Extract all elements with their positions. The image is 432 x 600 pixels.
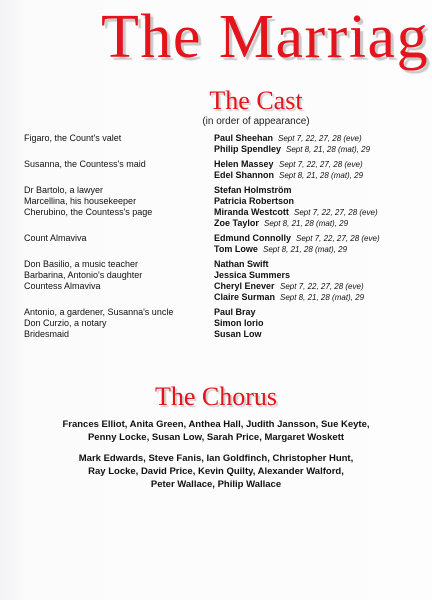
cast-row xyxy=(24,144,429,155)
cast-actor: Edel Shannon xyxy=(214,170,275,180)
cast-table xyxy=(24,133,429,340)
cast-actor: Simon Iorio xyxy=(214,318,264,328)
cast-role: Figaro, the Count's valet xyxy=(24,133,122,143)
chorus-group-1 xyxy=(0,418,432,444)
cast-actor: Philip Spendley xyxy=(214,144,282,154)
cast-actor: Paul Bray xyxy=(214,307,256,317)
performance-dates: Sept 7, 22, 27, 28 (eve) xyxy=(279,160,363,169)
performance-dates: Sept 7, 22, 27, 28 (eve) xyxy=(278,134,362,143)
cast-role: Marcellina, his housekeeper xyxy=(24,196,137,206)
chorus-names-line: Penny Locke, Susan Low, Sarah Price, Margaret Woskett xyxy=(87,432,345,443)
cast-role: Susanna, the Countess's maid xyxy=(24,159,146,169)
cast-actor: Nathan Swift xyxy=(214,259,269,269)
cast-row xyxy=(24,292,429,303)
cast-role: Cherubino, the Countess's page xyxy=(24,207,153,217)
cast-role: Don Basilio, a music teacher xyxy=(24,259,139,269)
performance-dates: Sept 8, 21, 28 (mat), 29 xyxy=(286,145,371,154)
cast-role: Barbarina, Antonio's daughter xyxy=(24,270,143,280)
cast-actor: Claire Surman xyxy=(214,292,276,302)
cast-actor: Paul Sheehan xyxy=(214,133,274,143)
chorus-names-line: Frances Elliot, Anita Green, Anthea Hall, Judith Jansson, Sue Keyte, xyxy=(62,419,370,430)
cast-row xyxy=(24,185,429,196)
cast-row xyxy=(24,281,429,292)
cast-role: Bridesmaid xyxy=(24,329,70,339)
performance-dates: Sept 7, 22, 27, 28 (eve) xyxy=(280,282,364,291)
performance-dates: Sept 7, 22, 27, 28 (eve) xyxy=(296,234,380,243)
chorus-names-line: Peter Wallace, Philip Wallace xyxy=(150,479,282,490)
cast-role: Countess Almaviva xyxy=(24,281,101,291)
cast-row xyxy=(24,270,429,281)
cast-row xyxy=(24,218,429,229)
cast-row xyxy=(24,233,429,244)
cast-row xyxy=(24,159,429,170)
cast-actor: Jessica Summers xyxy=(214,270,291,280)
performance-dates: Sept 8, 21, 28 (mat), 29 xyxy=(263,245,348,254)
chorus-names-line: Ray Locke, David Price, Kevin Quilty, Alexander Walford, xyxy=(88,466,344,477)
cast-role: Antonio, a gardener, Susanna's uncle xyxy=(24,307,174,317)
cast-row xyxy=(24,307,429,318)
cast-actor: Zoe Taylor xyxy=(214,218,259,228)
cast-row xyxy=(24,207,429,218)
performance-dates: Sept 8, 21, 28 (mat), 29 xyxy=(264,219,349,228)
performance-dates: Sept 7, 22, 27, 28 (eve) xyxy=(294,208,378,217)
cast-actor: Cheryl Enever xyxy=(214,281,275,291)
cast-row xyxy=(24,133,429,144)
chorus-names-line: Mark Edwards, Steve Fanis, Ian Goldfinch, Christopher Hunt, xyxy=(78,453,354,464)
cast-heading: The Cast xyxy=(209,86,303,115)
performance-dates: Sept 8, 21, 28 (mat), 29 xyxy=(280,293,365,302)
cast-row xyxy=(24,318,429,329)
cast-row xyxy=(24,329,429,340)
cast-actor: Tom Lowe xyxy=(214,244,258,254)
cast-row xyxy=(24,259,429,270)
cast-role: Dr Bartolo, a lawyer xyxy=(24,185,104,195)
cast-row xyxy=(24,170,429,181)
cast-actor: Edmund Connolly xyxy=(214,233,291,243)
cast-role: Don Curzio, a notary xyxy=(24,318,107,328)
cast-role: Count Almaviva xyxy=(24,233,87,243)
cast-row xyxy=(24,244,429,255)
chorus-heading: The Chorus xyxy=(154,382,278,411)
performance-dates: Sept 8, 21, 28 (mat), 29 xyxy=(279,171,364,180)
cast-row xyxy=(24,196,429,207)
cast-actor: Patricia Robertson xyxy=(214,196,295,206)
page-title: The Marriag xyxy=(101,3,430,71)
chorus-group-2 xyxy=(0,452,432,491)
cast-actor: Miranda Westcott xyxy=(214,207,289,217)
cast-actor: Stefan Holmström xyxy=(214,185,292,195)
cast-actor: Helen Massey xyxy=(214,159,274,169)
cast-subtitle: (in order of appearance) xyxy=(202,116,310,127)
cast-actor: Susan Low xyxy=(214,329,262,339)
